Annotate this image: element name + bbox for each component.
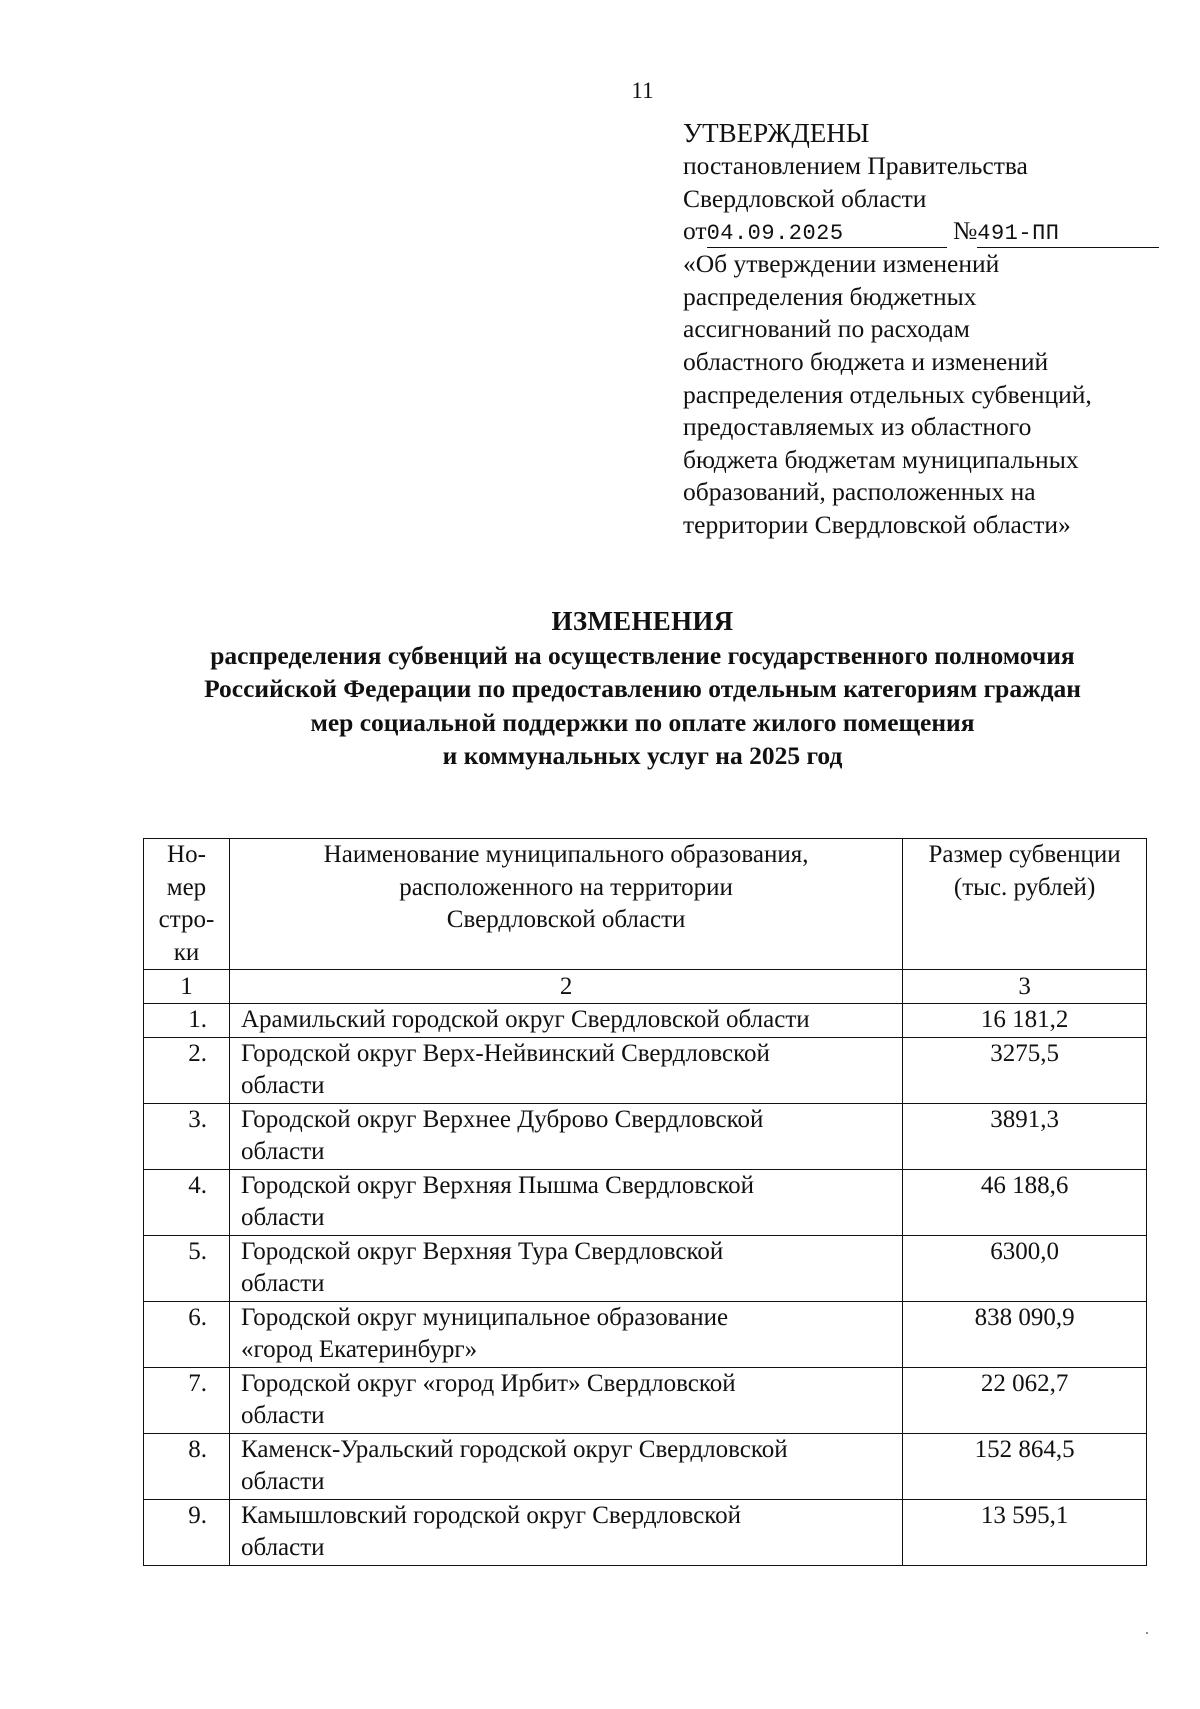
- page-number: 11: [631, 78, 654, 103]
- approval-title: УТВЕРЖДЕНЫ: [683, 118, 870, 148]
- approval-line-2: Свердловской области: [683, 183, 927, 213]
- municipality-name-line: области: [240, 1534, 325, 1561]
- resolution-title-line: «Об утверждении изменений: [683, 249, 1000, 279]
- municipality-name-line: области: [240, 1072, 325, 1099]
- heading-subtitle: [120, 639, 1165, 773]
- municipality-name-line: Городской округ Верхняя Пышма Свердловской: [240, 1171, 754, 1199]
- municipality-name-line: Камышловский городской округ Свердловской: [240, 1501, 742, 1529]
- header-line: Размер субвенции: [928, 841, 1121, 868]
- resolution-title-line: распределения отдельных субвенций,: [683, 379, 1092, 409]
- municipality-name: [229, 1169, 902, 1235]
- header-line: стро-: [158, 906, 215, 933]
- column-numbers-row: [144, 970, 1147, 1004]
- column-number-3: 3: [903, 970, 1147, 1004]
- column-number-1: 1: [144, 970, 230, 1004]
- subvention-amount: 16 181,2: [903, 1004, 1147, 1038]
- municipality-name: [229, 1037, 902, 1103]
- municipality-name: [229, 1499, 902, 1565]
- table-row: [144, 1004, 1147, 1038]
- row-number: 5.: [144, 1235, 230, 1301]
- heading-line: Российской Федерации по предоставлению отдельным категориям граждан: [204, 674, 1081, 703]
- municipality-name: [229, 1103, 902, 1169]
- table-row: [144, 1103, 1147, 1169]
- row-number: 7.: [144, 1367, 230, 1433]
- municipality-name-line: области: [240, 1402, 325, 1429]
- resolution-title-line: территории Свердловской области»: [683, 509, 1071, 539]
- municipality-name: [229, 1433, 902, 1499]
- scan-speck: [1146, 1632, 1148, 1634]
- table-header-row: [144, 839, 1147, 970]
- row-number: 1.: [144, 1004, 230, 1038]
- resolution-title: [683, 248, 1173, 541]
- header-row-number: [144, 839, 230, 970]
- municipality-name: [229, 1004, 902, 1038]
- header-line: Свердловской области: [446, 906, 686, 933]
- number-prefix: №: [952, 216, 978, 246]
- subvention-amount: 6300,0: [903, 1235, 1147, 1301]
- row-number: 4.: [144, 1169, 230, 1235]
- subvention-table: [143, 838, 1147, 1566]
- subvention-amount: 22 062,7: [903, 1367, 1147, 1433]
- municipality-name-line: Городской округ Верхняя Тура Свердловской: [240, 1237, 724, 1265]
- table-row: [144, 1235, 1147, 1301]
- table-row: [144, 1433, 1147, 1499]
- municipality-name-line: Каменск-Уральский городской округ Свердловской: [240, 1435, 788, 1463]
- header-line: Наименование муниципального образования,: [323, 841, 809, 868]
- approval-date-line: [683, 215, 1173, 248]
- table-row: [144, 1037, 1147, 1103]
- municipality-name-line: Городской округ муниципальное образование: [240, 1303, 729, 1331]
- subvention-amount: 838 090,9: [903, 1301, 1147, 1367]
- municipality-name-line: Арамильский городской округ Свердловской области: [240, 1006, 810, 1033]
- date-prefix: от: [683, 216, 707, 246]
- table-row: [144, 1301, 1147, 1367]
- table-row: [144, 1499, 1147, 1565]
- resolution-title-line: предоставляемых из областного: [683, 412, 1032, 442]
- resolution-title-line: распределения бюджетных: [683, 281, 977, 311]
- header-line: ки: [173, 938, 200, 966]
- heading-line: распределения субвенций на осуществление государственного полномочия: [210, 640, 1075, 670]
- row-number: 9.: [144, 1499, 230, 1565]
- header-line: (тыс. рублей): [953, 873, 1096, 901]
- resolution-title-line: ассигнований по расходам: [683, 314, 970, 344]
- municipality-name-line: «город Екатеринбург»: [240, 1336, 478, 1363]
- header-line: Но-: [167, 841, 206, 868]
- subvention-amount: 13 595,1: [903, 1499, 1147, 1565]
- document-heading: [120, 605, 1165, 773]
- municipality-name-line: области: [240, 1204, 325, 1231]
- table-row: [144, 1169, 1147, 1235]
- column-number-2: 2: [229, 970, 902, 1004]
- municipality-name: [229, 1235, 902, 1301]
- subvention-amount: 3891,3: [903, 1103, 1147, 1169]
- municipality-name-line: Городской округ Верхнее Дуброво Свердловской: [240, 1105, 764, 1133]
- row-number: 8.: [144, 1433, 230, 1499]
- approval-block: [683, 116, 1173, 542]
- heading-line: и коммунальных услуг на 2025 год: [442, 741, 843, 770]
- subvention-amount: 3275,5: [903, 1037, 1147, 1103]
- header-line: расположенного на территории: [399, 873, 733, 901]
- resolution-title-line: областного бюджета и изменений: [683, 346, 1049, 376]
- row-number: 3.: [144, 1103, 230, 1169]
- header-municipality-name: [229, 839, 902, 970]
- municipality-name: [229, 1367, 902, 1433]
- row-number: 2.: [144, 1037, 230, 1103]
- subvention-amount: 46 188,6: [903, 1169, 1147, 1235]
- resolution-number: 491-ПП: [977, 221, 1159, 248]
- municipality-name-line: области: [240, 1468, 325, 1495]
- municipality-name: [229, 1301, 902, 1367]
- approval-line-1: постановлением Правительства: [683, 151, 1028, 180]
- heading-main: ИЗМЕНЕНИЯ: [551, 606, 734, 636]
- municipality-name-line: Городской округ «город Ирбит» Свердловской: [240, 1369, 736, 1397]
- header-line: мер: [166, 873, 207, 901]
- resolution-date: 04.09.2025: [707, 221, 947, 248]
- header-subvention-amount: [903, 839, 1147, 970]
- row-number: 6.: [144, 1301, 230, 1367]
- heading-line: мер социальной поддержки по оплате жилого помещения: [310, 707, 975, 737]
- municipality-name-line: Городской округ Верх-Нейвинский Свердловской: [240, 1039, 770, 1067]
- subvention-amount: 152 864,5: [903, 1433, 1147, 1499]
- municipality-name-line: области: [240, 1270, 325, 1297]
- resolution-title-line: образований, расположенных на: [683, 477, 1036, 507]
- table-row: [144, 1367, 1147, 1433]
- resolution-title-line: бюджета бюджетам муниципальных: [683, 444, 1079, 474]
- municipality-name-line: области: [240, 1138, 325, 1165]
